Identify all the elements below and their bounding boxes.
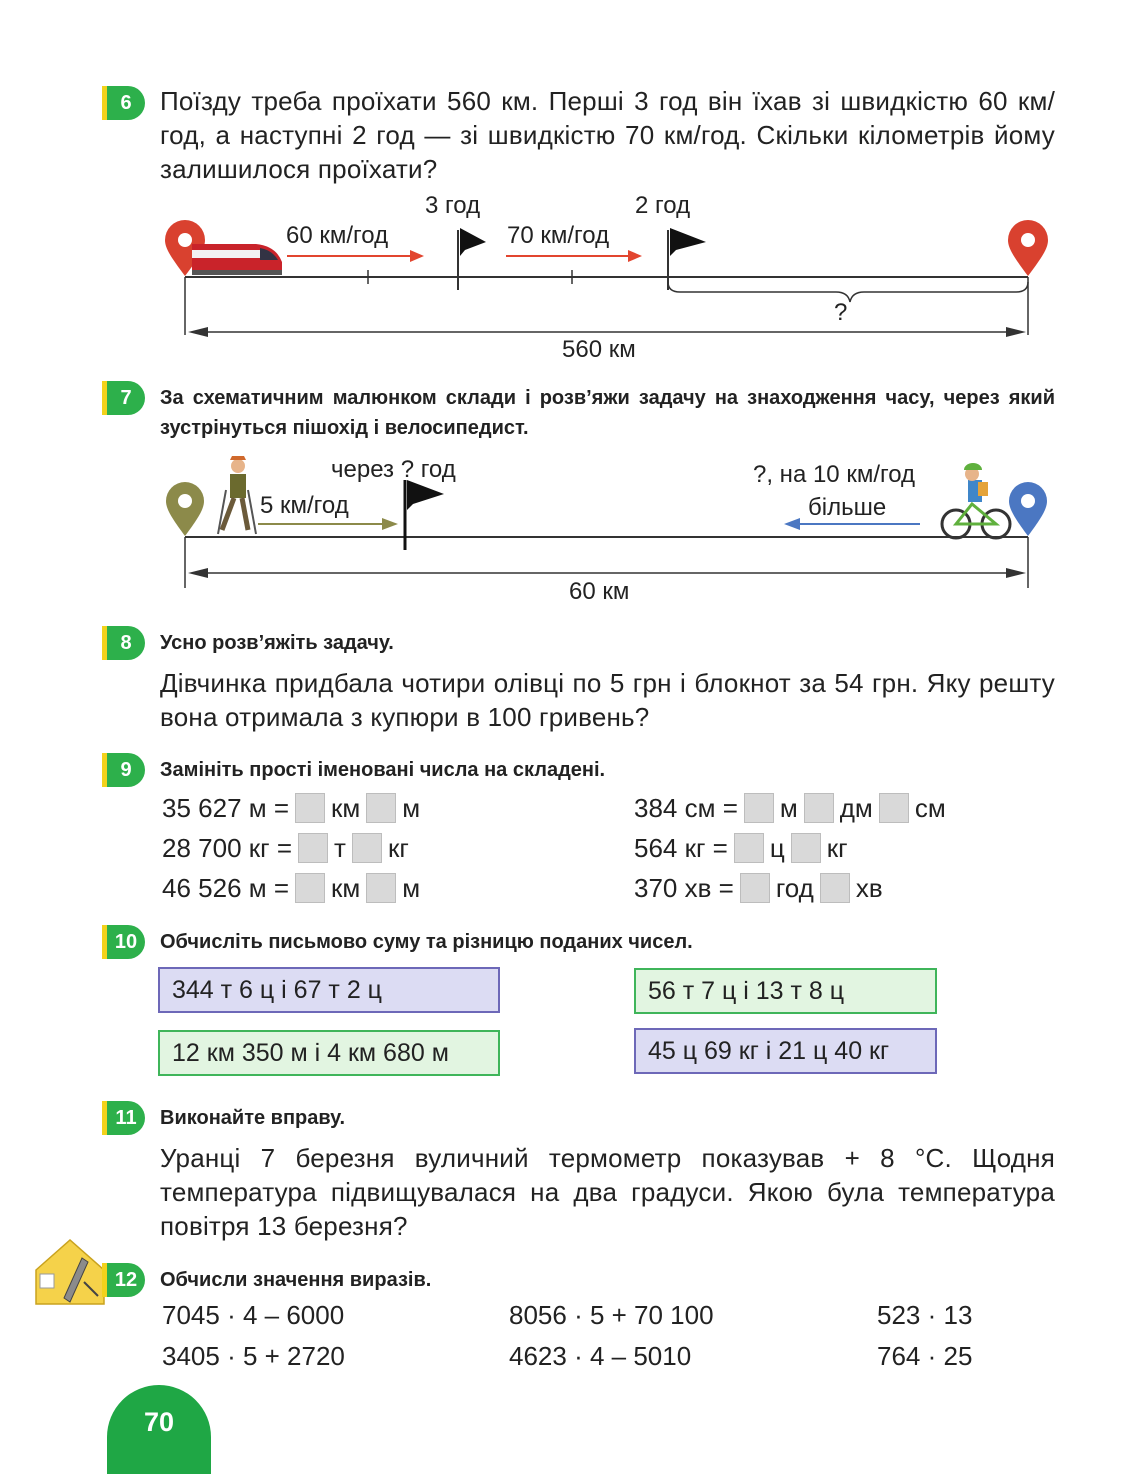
- answer-box[interactable]: [295, 793, 325, 823]
- cyclist-speed-label: ?, на 10 км/год: [753, 461, 916, 488]
- answer-box[interactable]: [295, 873, 325, 903]
- task-7-text: За схематичним малюнком склади і розв’яжи задачу на знаходження часу, через який зустрінуться пішохід і велосипедист.: [160, 387, 1055, 439]
- flag-icon: [670, 228, 706, 256]
- task-number-6: 6: [107, 86, 145, 120]
- answer-box[interactable]: [879, 793, 909, 823]
- unknown-distance-label: ?: [834, 299, 848, 326]
- task-number-12: 12: [107, 1263, 145, 1297]
- answer-box[interactable]: [366, 793, 396, 823]
- time-label-2: 2 год: [635, 192, 691, 219]
- task-number-11: 11: [107, 1101, 145, 1135]
- task-8-heading: Усно розв’яжіть задачу.: [160, 632, 394, 654]
- answer-box[interactable]: [744, 793, 774, 823]
- task-9-heading: Замініть прості іменовані числа на складені.: [160, 759, 606, 781]
- train-icon: [192, 244, 282, 275]
- conversion-row: 35 627 м = км м: [162, 792, 421, 823]
- flag-icon: [460, 228, 486, 256]
- conversion-row: 28 700 кг = т кг: [162, 832, 409, 863]
- end-pin-icon: [1008, 220, 1048, 276]
- task-11-text: Уранці 7 березня вуличний термометр показував + 8 °С. Щодня температура підвищувалася на два градуси. Якою була температура повітря 13 березня?: [160, 1143, 1055, 1241]
- number-pair-box: 12 км 350 м і 4 км 680 м: [158, 1030, 500, 1076]
- answer-box[interactable]: [366, 873, 396, 903]
- task-6-text: Поїзду треба проїхати 560 км. Перші 3 год він їхав зі швидкістю 60 км/год, а наступні 2 год — зі швидкістю 70 км/год. Скільки кілометрів йому залишилося проїхати?: [160, 86, 1055, 184]
- answer-box[interactable]: [820, 873, 850, 903]
- task-number-9: 9: [107, 753, 145, 787]
- answer-box[interactable]: [298, 833, 328, 863]
- task-number-8: 8: [107, 626, 145, 660]
- task-12-heading: Обчисли значення виразів.: [160, 1269, 432, 1291]
- start-pin-icon: [166, 482, 204, 536]
- number-pair-box: 344 т 6 ц і 67 т 2 ц: [158, 967, 500, 1013]
- task-10-heading: Обчисліть письмово суму та різницю поданих чисел.: [160, 931, 693, 953]
- conversion-row: 564 кг = ц кг: [634, 832, 848, 863]
- answer-box[interactable]: [791, 833, 821, 863]
- task-11-heading: Виконайте вправу.: [160, 1107, 346, 1129]
- speed-label-1: 60 км/год: [286, 222, 389, 249]
- expression: 8056 · 5 + 70 100: [509, 1300, 714, 1330]
- time-label-1: 3 год: [425, 192, 481, 219]
- walker-speed-label: 5 км/год: [260, 492, 349, 519]
- number-pair-box: 45 ц 69 кг і 21 ц 40 кг: [634, 1028, 937, 1074]
- meeting-time-label: через ? год: [331, 456, 456, 483]
- conversion-row: 384 см = м дм см: [634, 792, 946, 823]
- expression: 3405 · 5 + 2720: [162, 1341, 345, 1371]
- answer-box[interactable]: [352, 833, 382, 863]
- expression: 7045 · 4 – 6000: [162, 1300, 345, 1330]
- flag-icon: [407, 480, 444, 510]
- task-8-text: Дівчинка придбала чотири олівці по 5 грн і блокнот за 54 грн. Яку решту вона отримала з купюри в 100 гривень?: [160, 668, 1055, 732]
- expression: 4623 · 4 – 5010: [509, 1341, 692, 1371]
- expression: 764 · 25: [877, 1341, 973, 1371]
- expression: 523 · 13: [877, 1300, 973, 1330]
- homework-house-icon: [34, 1236, 106, 1306]
- conversion-row: 370 хв = год хв: [634, 872, 883, 903]
- cyclist-icon: [942, 463, 1010, 538]
- end-pin-icon: [1009, 482, 1047, 536]
- total-distance-label: 560 км: [562, 336, 636, 363]
- task-number-7: 7: [107, 381, 145, 415]
- answer-box[interactable]: [734, 833, 764, 863]
- speed-label-2: 70 км/год: [507, 222, 610, 249]
- cyclist-speed-label-2: більше: [808, 494, 887, 521]
- answer-box[interactable]: [804, 793, 834, 823]
- task-number-10: 10: [107, 925, 145, 959]
- total-distance-label: 60 км: [569, 578, 630, 605]
- hiker-icon: [218, 456, 256, 534]
- page-number: 70: [107, 1385, 211, 1474]
- answer-box[interactable]: [740, 873, 770, 903]
- conversion-row: 46 526 м = км м: [162, 872, 421, 903]
- number-pair-box: 56 т 7 ц і 13 т 8 ц: [634, 968, 937, 1014]
